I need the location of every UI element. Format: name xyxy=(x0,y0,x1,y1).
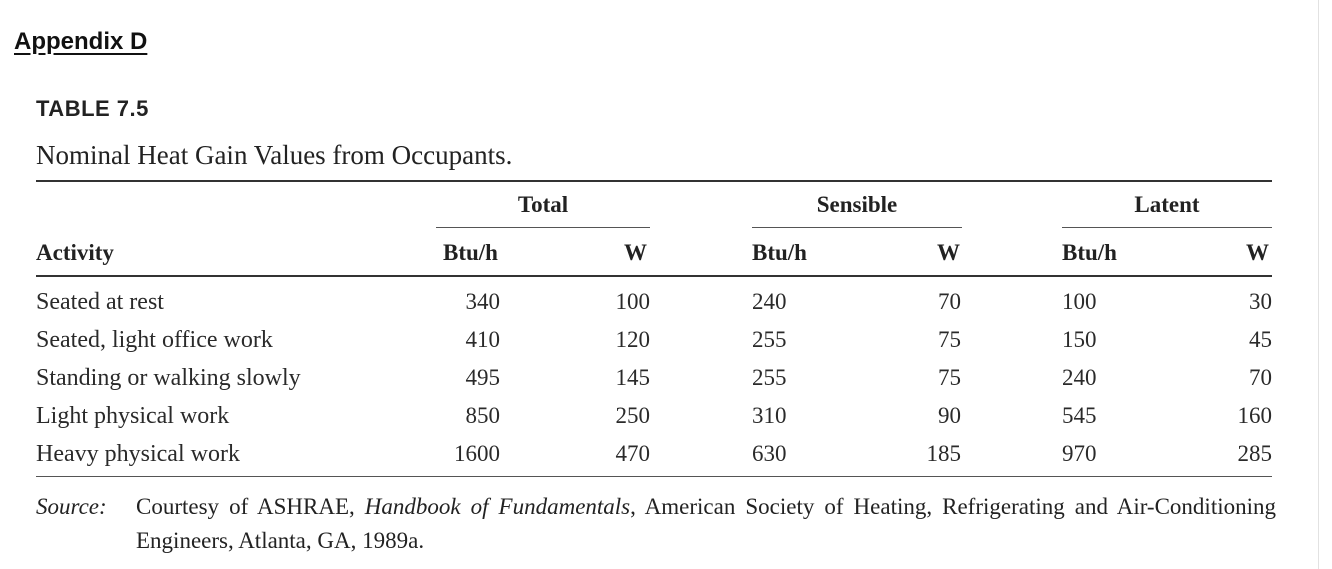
source-text xyxy=(136,490,1276,558)
sensible-w-cell: 70 xyxy=(938,289,961,314)
total-btu-cell: 850 xyxy=(465,403,500,428)
group-rule-total xyxy=(436,227,650,228)
column-header-activity: Activity xyxy=(36,240,114,265)
sensible-btu-cell: 310 xyxy=(752,403,787,428)
total-w-cell: 145 xyxy=(615,365,650,390)
sensible-btu-cell: 255 xyxy=(752,327,787,352)
group-rule-latent xyxy=(1062,227,1272,228)
activity-cell: Standing or walking slowly xyxy=(36,365,301,391)
source-prefix: Courtesy of ASHRAE, xyxy=(136,494,365,519)
page-edge-divider xyxy=(1318,0,1319,569)
sensible-btu-cell: 240 xyxy=(752,289,787,314)
column-header-sensible-w: W xyxy=(937,240,960,265)
activity-cell: Seated at rest xyxy=(36,289,164,315)
activity-cell: Light physical work xyxy=(36,403,230,429)
table-row xyxy=(0,289,1332,327)
sensible-btu-cell: 630 xyxy=(752,441,787,466)
source-label: Source: xyxy=(36,494,107,519)
column-header-sensible-btu: Btu/h xyxy=(752,240,807,265)
latent-w-cell: 45 xyxy=(1249,327,1272,352)
total-w-cell: 120 xyxy=(615,327,650,352)
table-row xyxy=(0,441,1332,479)
latent-btu-cell: 545 xyxy=(1062,403,1097,428)
column-header-total-btu: Btu/h xyxy=(443,240,498,265)
table-row xyxy=(0,365,1332,403)
source-suffix: , American Society of Heating, Refrigerating and Air-Conditioning Engineers, Atlanta, GA, 1989a. xyxy=(136,494,1276,553)
activity-cell: Seated, light office work xyxy=(36,327,273,353)
table-bottom-rule xyxy=(36,476,1272,477)
sensible-w-cell: 75 xyxy=(938,365,961,390)
table-caption: Nominal Heat Gain Values from Occupants. xyxy=(36,140,513,170)
source-book-title: Handbook of Fundamentals xyxy=(364,494,631,519)
column-header-latent-btu: Btu/h xyxy=(1062,240,1117,265)
table-number: TABLE 7.5 xyxy=(36,96,149,121)
appendix-heading: Appendix D xyxy=(14,28,148,55)
sensible-w-cell: 90 xyxy=(938,403,961,428)
total-w-cell: 250 xyxy=(615,403,650,428)
table-row xyxy=(0,403,1332,441)
sensible-btu-cell: 255 xyxy=(752,365,787,390)
total-w-cell: 470 xyxy=(615,441,650,466)
latent-btu-cell: 240 xyxy=(1062,365,1097,390)
total-w-cell: 100 xyxy=(615,289,650,314)
group-header-sensible: Sensible xyxy=(816,192,898,217)
latent-w-cell: 70 xyxy=(1249,365,1272,390)
latent-btu-cell: 100 xyxy=(1062,289,1097,314)
latent-w-cell: 285 xyxy=(1237,441,1272,466)
table-top-rule xyxy=(36,180,1272,182)
activity-cell: Heavy physical work xyxy=(36,441,240,467)
group-rule-sensible xyxy=(752,227,962,228)
latent-btu-cell: 150 xyxy=(1062,327,1097,352)
total-btu-cell: 495 xyxy=(465,365,500,390)
sensible-w-cell: 75 xyxy=(938,327,961,352)
sensible-w-cell: 185 xyxy=(926,441,961,466)
latent-w-cell: 160 xyxy=(1237,403,1272,428)
group-header-latent: Latent xyxy=(1134,192,1200,217)
table-row xyxy=(0,327,1332,365)
total-btu-cell: 1600 xyxy=(454,441,500,466)
column-header-latent-w: W xyxy=(1246,240,1269,265)
column-header-total-w: W xyxy=(624,240,647,265)
latent-w-cell: 30 xyxy=(1249,289,1272,314)
group-header-total: Total xyxy=(517,192,569,217)
total-btu-cell: 340 xyxy=(465,289,500,314)
latent-btu-cell: 970 xyxy=(1062,441,1097,466)
table-header-rule xyxy=(36,275,1272,277)
total-btu-cell: 410 xyxy=(465,327,500,352)
